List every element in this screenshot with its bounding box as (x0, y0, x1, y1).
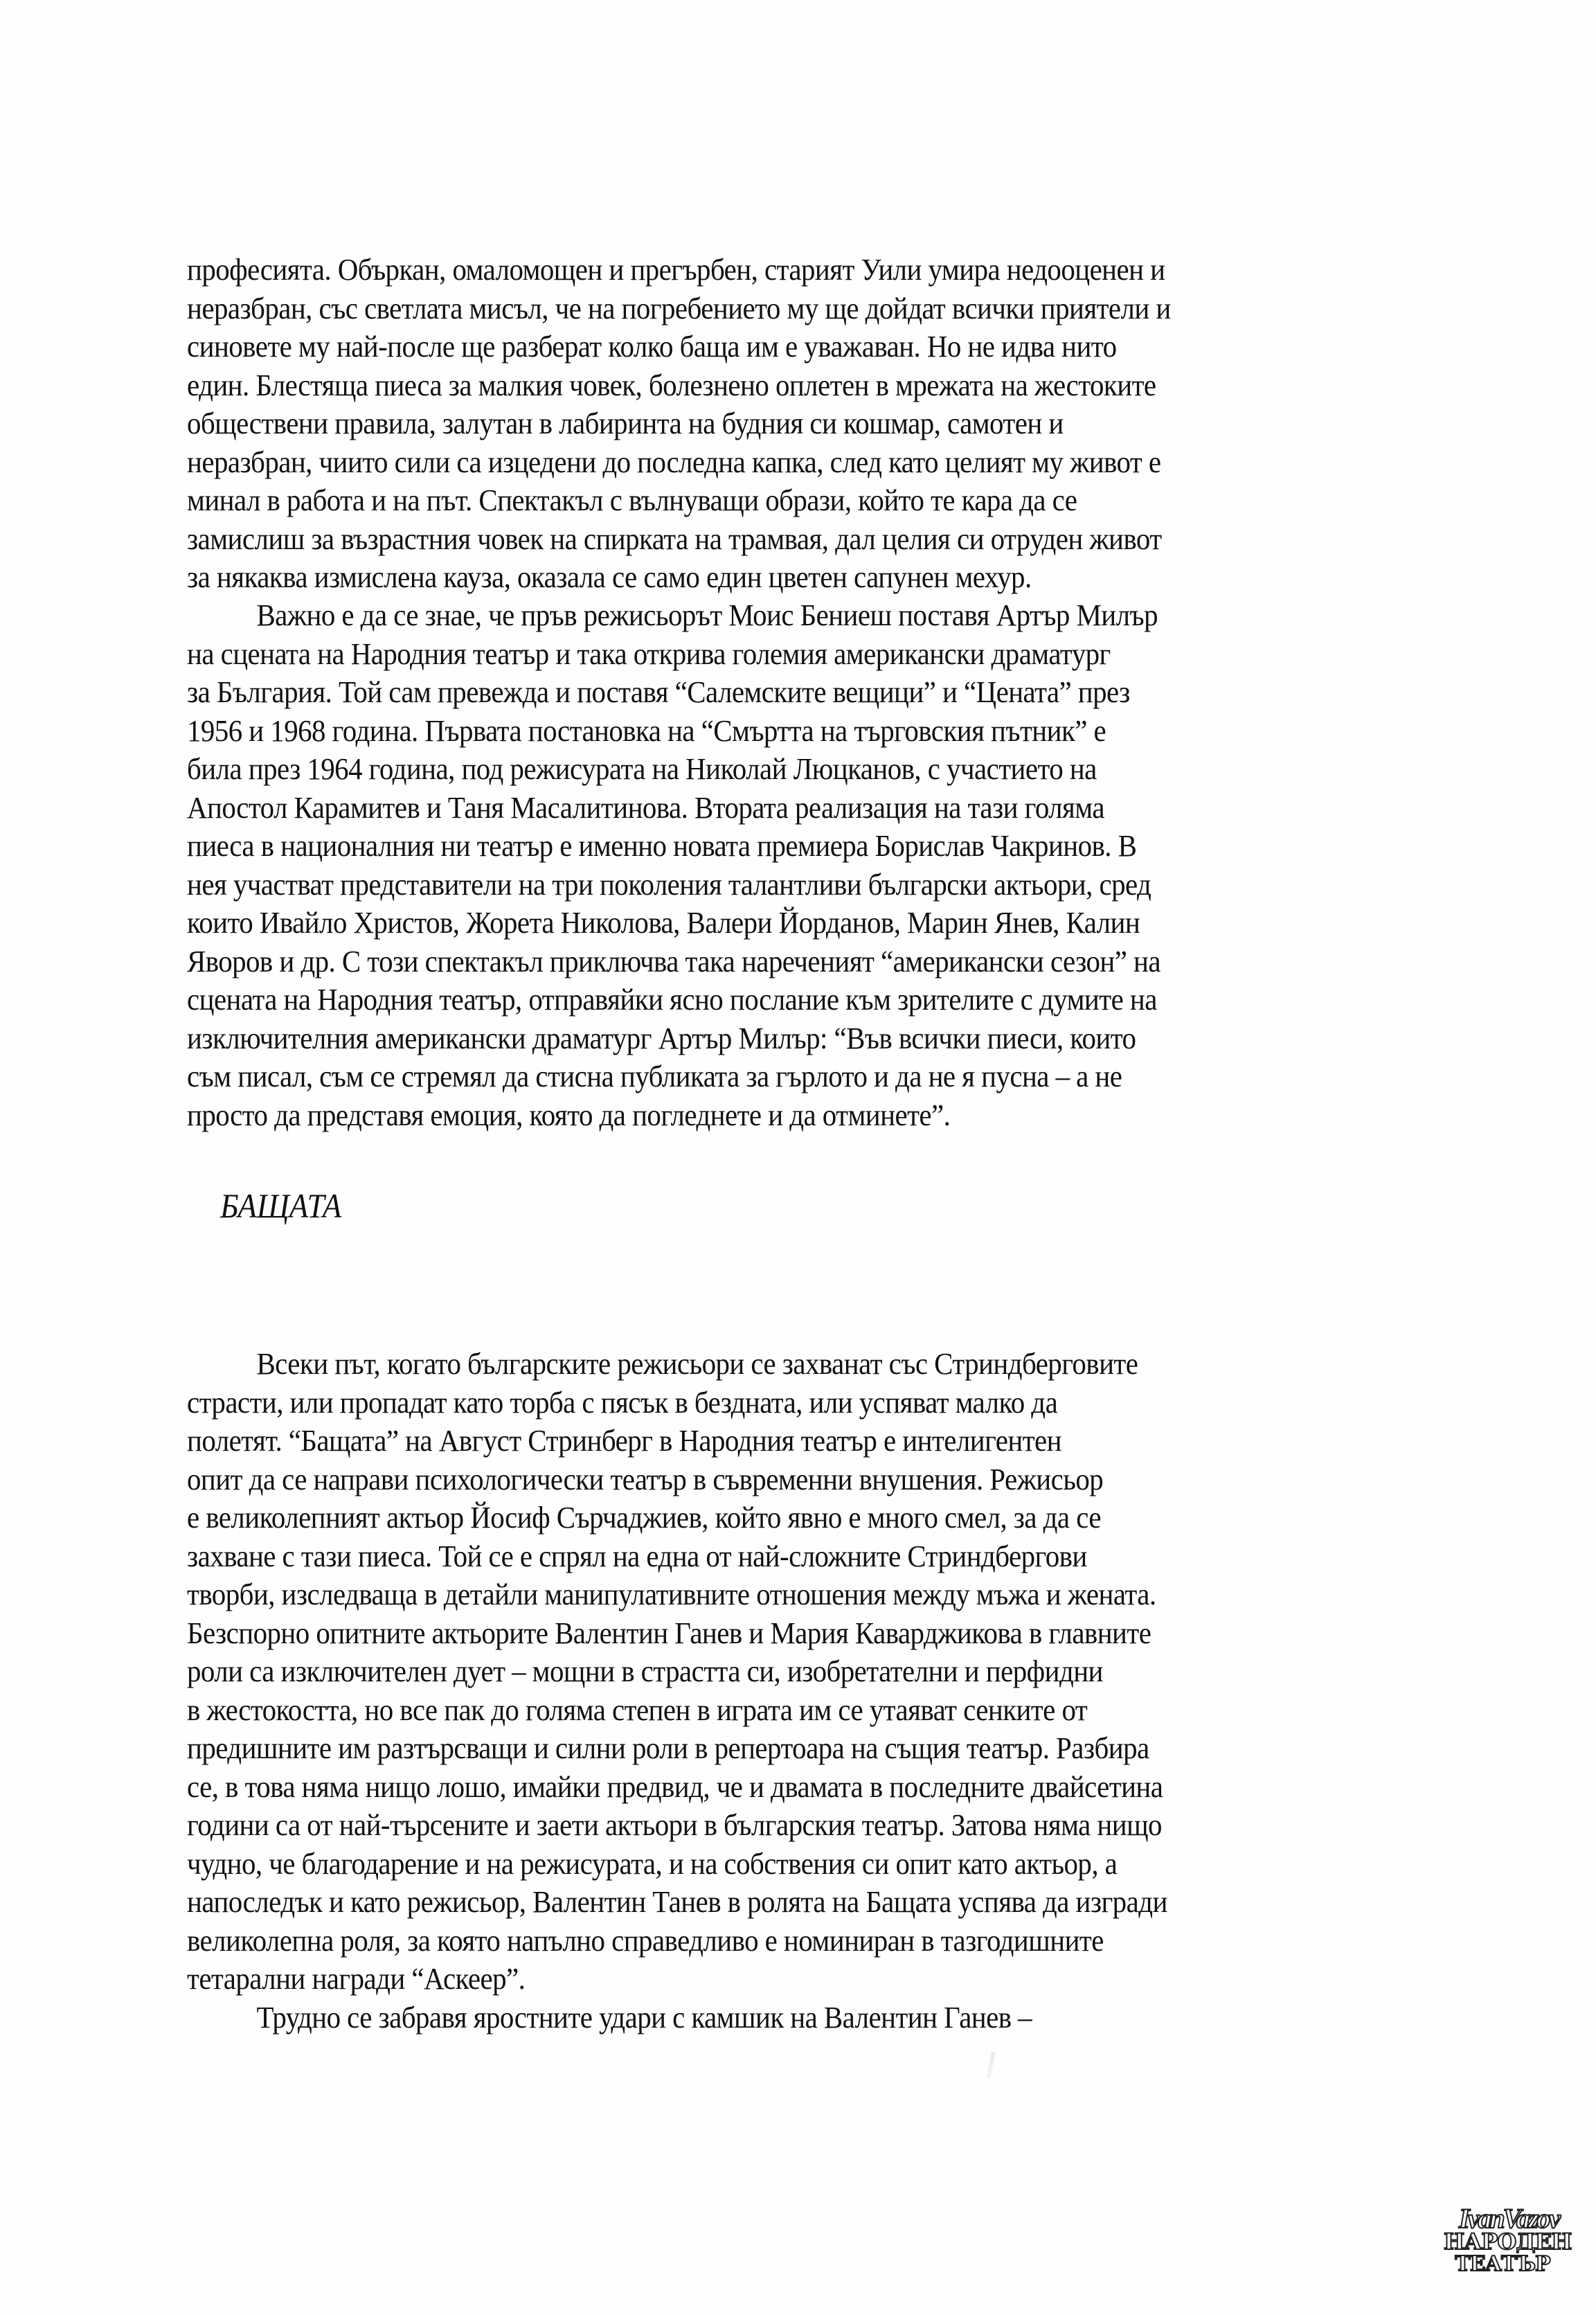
text-line: захване с тази пиеса. Той се е спрял на една от най-сложните Стриндбергови (187, 1539, 1087, 1573)
text-line: просто да представя емоция, която да погледнете и да отминете”. (187, 1098, 951, 1132)
section1-paragraph-2 (187, 596, 1350, 1134)
text-line: на сцената на Народния театър и така открива големия американски драматург (187, 636, 1111, 671)
text-line: била през 1964 година, под режисурата на Николай Люцканов, с участието на (187, 752, 1097, 786)
text-line: Всеки път, когато българските режисьори се захванат със Стриндберговите (256, 1347, 1138, 1381)
logo-signature: IvanVazov (1459, 2203, 1559, 2234)
text-line: 1956 и 1968 година. Първата постановка на “Смъртта на търговския пътник” е (187, 713, 1106, 748)
text-line: Безспорно опитните актьорите Валентин Ганев и Мария Каварджикова в главните (187, 1616, 1151, 1650)
logo-line-1: НАРОДЕН (1444, 2228, 1572, 2255)
text-line: които Ивайло Христов, Жорета Николова, Валери Йорданов, Марин Янев, Калин (187, 906, 1140, 940)
text-line: изключителния американски драматург Артър Милър: “Във всички пиеси, които (187, 1021, 1136, 1055)
text-line: чудно, че благодарение и на режисурата, и на собствения си опит като актьор, а (187, 1846, 1118, 1881)
section2-paragraph-1 (187, 1345, 1350, 2037)
text-line: един. Блестяща пиеса за малкия човек, болезнено оплетен в мрежата на жестоките (187, 368, 1156, 402)
text-line: за някаква измислена кауза, оказала се само един цветен сапунен мехур. (187, 560, 1032, 594)
text-line: пиеса в националния ни театър е именно новата премиера Борислав Чакринов. В (187, 829, 1137, 863)
text-line: за България. Той сам превежда и поставя “Салемските вещици” и “Цената” през (187, 675, 1130, 709)
text-line: роли са изключителен дует – мощни в страстта си, изобретателни и перфидни (187, 1654, 1103, 1688)
text-line: нея участват представители на три поколения талантливи български актьори, сред (187, 867, 1151, 902)
section-heading: БАЩАТА (220, 1186, 342, 1225)
text-line: в жестокостта, но все пак до голяма степен в играта им се утаяват сенките от (187, 1692, 1088, 1727)
text-line: неразбран, със светлата мисъл, че на погребението му ще дойдат всички приятели и (187, 291, 1171, 325)
text-line: тетарални награди “Аскеер”. (187, 1962, 526, 1996)
text-line: полетят. “Бащата” на Август Стринберг в Народния театър е интелигентен (187, 1424, 1061, 1458)
text-line: Яворов и др. С този спектакъл приключва така нареченият “американски сезон” на (187, 944, 1160, 978)
text-line: сцената на Народния театър, отправяйки ясно послание към зрителите с думите на (187, 983, 1157, 1017)
text-line: минал в работа и на път. Спектакъл с вълнуващи образи, който те кара да се (187, 483, 1077, 517)
text-line: Апостол Карамитев и Таня Масалитинова. Втората реализация на тази голяма (187, 790, 1104, 825)
logo-line-2: ТЕАТЪР (1455, 2252, 1550, 2276)
text-line: великолепна роля, за която напълно справедливо е номиниран в тазгодишните (187, 1923, 1104, 1958)
text-line: Важно е да се знае, че пръв режисьорът Моис Бениеш поставя Артър Милър (256, 598, 1158, 632)
text-line: синовете му най-после ще разберат колко баща им е уважаван. Но не идва нито (187, 330, 1117, 364)
text-line: е великолепният актьор Йосиф Сърчаджиев, който явно е много смел, за да се (187, 1501, 1101, 1535)
text-line: замислиш за възрастния човек на спирката на трамвая, дал целия си отруден живот (187, 521, 1162, 556)
text-line: творби, изследваща в детайли манипулативните отношения между мъжа и жената. (187, 1577, 1156, 1611)
scan-artifact (986, 2051, 996, 2079)
national-theatre-logo-icon (1444, 2202, 1572, 2278)
text-line: предишните им разтърсващи и силни роли в репертоара на същия театър. Разбира (187, 1731, 1149, 1765)
text-line: обществени правила, залутан в лабиринта на будния си кошмар, самотен и (187, 406, 1064, 440)
text-line: съм писал, съм се стремял да стисна публиката за гърлото и да не я пусна – а не (187, 1060, 1122, 1093)
text-line: страсти, или пропадат като торба с пясък в бездната, или успяват малко да (187, 1385, 1058, 1420)
text-line: се, в това няма нищо лошо, имайки предвид, че и двамата в последните двайсетина (187, 1769, 1163, 1804)
text-line: Трудно се забравя яростните удари с камшик на Валентин Ганев – (256, 2000, 1032, 2035)
section1-paragraph-1 (187, 251, 1350, 597)
text-line: опит да се направи психологически театър в съвременни внушения. Режисьор (187, 1462, 1104, 1496)
text-line: неразбран, чиито сили са изцедени до последна капка, след като целият му живот е (187, 445, 1161, 479)
text-line: напоследък и като режисьор, Валентин Танев в ролята на Бащата успява да изгради (187, 1885, 1167, 1919)
text-line: години са от най-търсените и заети актьори в българския театър. Затова няма нищо (187, 1808, 1162, 1842)
text-line: професията. Объркан, омаломощен и прегърбен, старият Уили умира недооценен и (187, 253, 1165, 287)
